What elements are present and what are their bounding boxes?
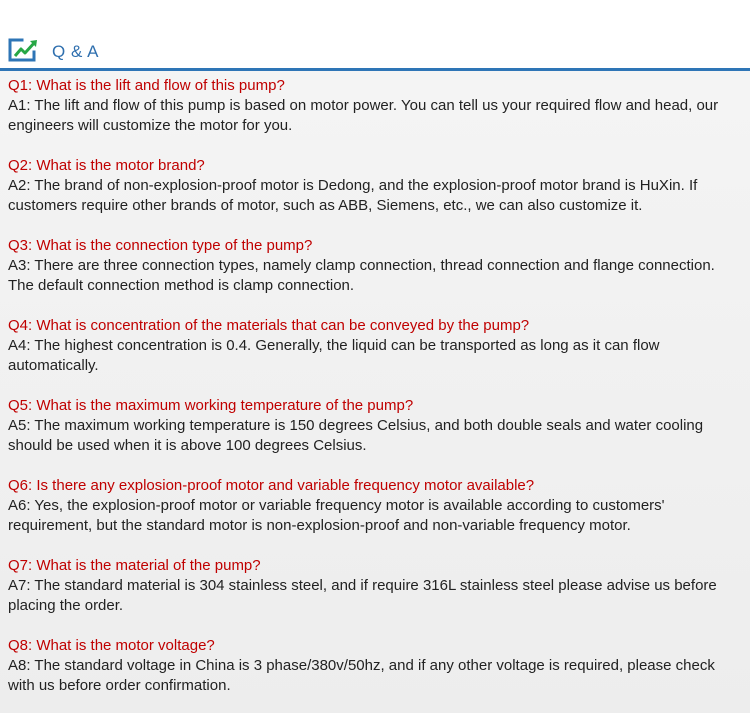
faq-answer: A1: The lift and flow of this pump is based on motor power. You can tell us your required flow and head, our engineers will customize the motor for you. xyxy=(8,97,719,134)
faq-item xyxy=(8,236,744,316)
faq-item xyxy=(8,396,744,476)
faq-answer: A5: The maximum working temperature is 150 degrees Celsius, and both double seals and water cooling should be used when it is above 100 degrees Celsius. xyxy=(8,417,704,454)
faq-answer: A2: The brand of non-explosion-proof motor is Dedong, and the explosion-proof motor brand is HuXin. If customers require other brands of motor, such as ABB, Siemens, etc., we can also customize it. xyxy=(8,177,698,214)
faq-question: Q4: What is concentration of the materials that can be conveyed by the pump? xyxy=(8,317,530,334)
faq-item xyxy=(8,636,744,716)
faq-answer: A7: The standard material is 304 stainless steel, and if require 316L stainless steel please advise us before placing the order. xyxy=(8,577,717,614)
chart-arrow-logo-icon xyxy=(8,36,40,64)
faq-item xyxy=(8,76,744,156)
faq-item xyxy=(8,316,744,396)
faq-item xyxy=(8,156,744,236)
faq-item xyxy=(8,476,744,556)
section-header xyxy=(0,0,750,70)
faq-question: Q7: What is the material of the pump? xyxy=(8,557,261,574)
faq-item xyxy=(8,556,744,636)
faq-answer: A8: The standard voltage in China is 3 phase/380v/50hz, and if any other voltage is required, please check with us before order confirmation. xyxy=(8,657,715,694)
faq-question: Q1: What is the lift and flow of this pump? xyxy=(8,77,285,94)
faq-question: Q6: Is there any explosion-proof motor and variable frequency motor available? xyxy=(8,477,535,494)
faq-answer: A4: The highest concentration is 0.4. Generally, the liquid can be transported as long as it can flow automatically. xyxy=(8,337,660,374)
faq-question: Q5: What is the maximum working temperature of the pump? xyxy=(8,397,414,414)
faq-question: Q3: What is the connection type of the pump? xyxy=(8,237,313,254)
faq-question: Q8: What is the motor voltage? xyxy=(8,637,215,654)
faq-list xyxy=(8,76,744,716)
faq-question: Q2: What is the motor brand? xyxy=(8,157,205,174)
faq-answer: A3: There are three connection types, namely clamp connection, thread connection and flange connection. The default connection method is clamp connection. xyxy=(8,257,715,294)
faq-answer: A6: Yes, the explosion-proof motor or variable frequency motor is available according to customers' requirement, but the standard motor is non-explosion-proof and non-variable frequency motor. xyxy=(8,497,665,534)
section-title: Q & A xyxy=(52,42,99,61)
